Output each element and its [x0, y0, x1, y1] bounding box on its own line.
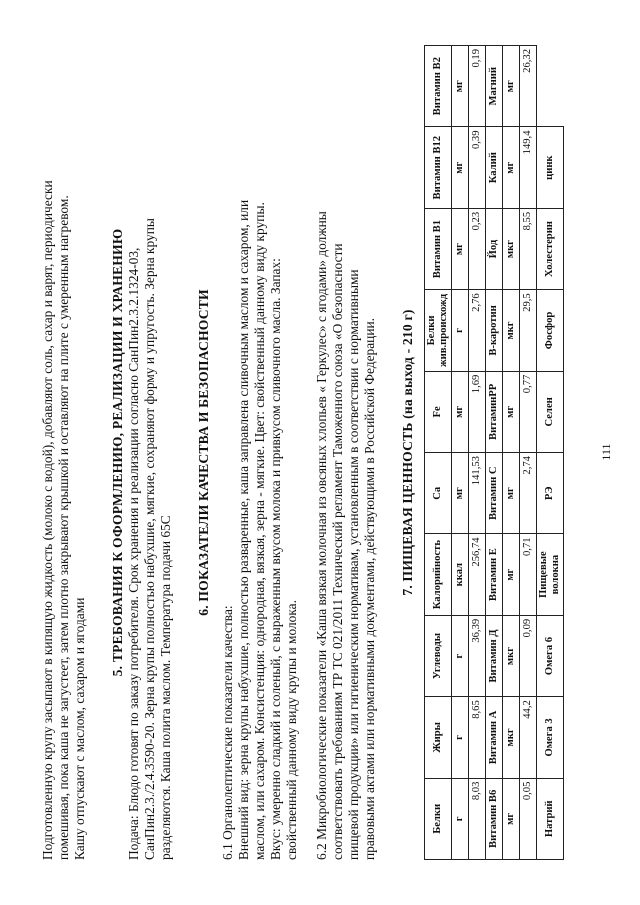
nutrition-cell: 141,53 — [469, 453, 486, 534]
intro-line-1: Подготовленную крупу засыпают в кипящую жидкость (молоко с водой), добавляют соль, сахар и варят, периодически — [40, 180, 55, 860]
nutrition-cell: 29,5 — [520, 290, 537, 371]
nutrition-cell: г — [452, 697, 469, 778]
nutrition-cell: Витамин А — [486, 697, 503, 778]
nutrition-cell: мг — [452, 208, 469, 289]
nutrition-cell: 8,55 — [520, 208, 537, 289]
section-6-1-line-5: свойственный данному виду крупы и молока. — [284, 600, 299, 860]
nutrition-header-row-2 — [486, 46, 503, 860]
nutrition-cell: мкг — [503, 697, 520, 778]
nutrition-cell: г — [452, 778, 469, 859]
nutrition-cell: мкг — [503, 208, 520, 289]
nutrition-cell: 0,71 — [520, 534, 537, 615]
nutrition-cell: ВитаминPP — [486, 371, 503, 452]
nutrition-cell: мг — [503, 453, 520, 534]
nutrition-cell: мг — [503, 534, 520, 615]
nutrition-cell: Витамин В6 — [486, 778, 503, 859]
nutrition-cell: Белки — [425, 778, 452, 859]
section-6-1-line-1: 6.1 Органолептические показатели качества: — [220, 605, 235, 860]
nutrition-cell: Витамин В2 — [425, 46, 452, 127]
nutrition-cell: Витамин В12 — [425, 127, 452, 208]
nutrition-cell: 0,77 — [520, 371, 537, 452]
nutrition-cell: г — [452, 290, 469, 371]
nutrition-cell: 36,39 — [469, 615, 486, 696]
section-6-2-line-2: соответствовать требованиям ТР ТС 021/2011 Технический регламент Таможенного союза «О безопасности — [330, 243, 345, 860]
nutrition-cell: 0,19 — [469, 46, 486, 127]
nutrition-cell: 1,69 — [469, 371, 486, 452]
nutrition-cell: мкг — [503, 290, 520, 371]
nutrition-table — [424, 45, 564, 860]
nutrition-unit-row-1 — [452, 46, 469, 860]
section-6-2-line-1: 6.2 Микробиологические показатели «Каша вязкая молочная из овсяных хлопьев « Геркулес» с ягодами» должны — [314, 211, 329, 860]
section-7-title: 7. ПИЩЕВАЯ ЦЕННОСТЬ (на выход - 210 г) — [400, 309, 415, 596]
nutrition-cell: ккал — [452, 534, 469, 615]
nutrition-unit-row-2 — [503, 46, 520, 860]
section-6-title: 6. ПОКАЗАТЕЛИ КАЧЕСТВА И БЕЗОПАСНОСТИ — [196, 289, 211, 616]
section-6-2-line-3: пищевой продукции» или гигиеническим нормативам, установленным в соответствии с нормативными — [346, 269, 361, 860]
rotated-document-page — [20, 22, 620, 882]
nutrition-cell: 0,39 — [469, 127, 486, 208]
nutrition-cell: цинк — [537, 127, 564, 208]
nutrition-header-row-3 — [537, 46, 564, 860]
nutrition-cell: мг — [452, 453, 469, 534]
nutrition-cell: 8,65 — [469, 697, 486, 778]
nutrition-cell: 0,09 — [520, 615, 537, 696]
nutrition-cell: Магний — [486, 46, 503, 127]
section-6-2-line-4: правовыми актами или нормативными документами, действующими в Российской Федерации. — [362, 317, 377, 860]
nutrition-cell: мг — [452, 127, 469, 208]
nutrition-cell: 44,2 — [520, 697, 537, 778]
nutrition-cell: Белки жив.происхожд — [425, 290, 452, 371]
nutrition-cell: Омега 3 — [537, 697, 564, 778]
section-6-1-line-2: Внешний вид: зерна крупы набухшие, полностью разваренные, каша заправлена сливочным маслом и сахаром, или — [236, 199, 251, 860]
nutrition-value-row-1 — [469, 46, 486, 860]
nutrition-cell: мг — [503, 371, 520, 452]
nutrition-cell: Селен — [537, 371, 564, 452]
nutrition-cell: Жиры — [425, 697, 452, 778]
intro-line-3: Кашу отпускают с маслом, сахаром и ягодами — [72, 597, 87, 860]
nutrition-cell: 0,23 — [469, 208, 486, 289]
nutrition-cell: Витамин В1 — [425, 208, 452, 289]
nutrition-header-row-1 — [425, 46, 452, 860]
nutrition-cell: Калорийность — [425, 534, 452, 615]
nutrition-cell: РЭ — [537, 453, 564, 534]
page-number: 111 — [599, 443, 613, 461]
nutrition-cell: Фосфор — [537, 290, 564, 371]
intro-line-2: помешивая, пока каша не загустеет, затем плотно закрывают крышкой и оставляют на плите с умеренным нагревом. — [56, 195, 71, 860]
nutrition-cell: В-каротин — [486, 290, 503, 371]
nutrition-cell: Омега 6 — [537, 615, 564, 696]
nutrition-cell: Витамин С — [486, 453, 503, 534]
nutrition-cell: мг — [503, 46, 520, 127]
nutrition-cell: Натрий — [537, 778, 564, 859]
nutrition-cell: мг — [452, 371, 469, 452]
nutrition-cell: мг — [452, 46, 469, 127]
nutrition-cell: 256,74 — [469, 534, 486, 615]
nutrition-cell: Пищевые волокна — [537, 534, 564, 615]
nutrition-cell: 26,32 — [520, 46, 537, 127]
nutrition-cell: 2,74 — [520, 453, 537, 534]
nutrition-cell: 8,03 — [469, 778, 486, 859]
nutrition-cell: Fe — [425, 371, 452, 452]
document-body — [40, 45, 564, 860]
nutrition-cell: Ca — [425, 453, 452, 534]
nutrition-cell: Витамин Е — [486, 534, 503, 615]
nutrition-cell: Йод — [486, 208, 503, 289]
section-5-line-1: Подача: Блюдо готовят по заказу потребителя. Срок хранения и реализации согласно СанПин2.3.2.1324-03, — [126, 247, 141, 860]
section-5-line-3: разделяются. Каша полита маслом. Температура подачи 65С — [158, 515, 173, 860]
nutrition-cell: Холестерин — [537, 208, 564, 289]
nutrition-cell: Калий — [486, 127, 503, 208]
section-6-1-line-3: маслом, или сахаром. Консистенция: однородная, вязкая, зерна - мягкие. Цвет: свойственный данному виду крупы. — [252, 202, 267, 860]
nutrition-cell: 0,05 — [520, 778, 537, 859]
nutrition-value-row-2 — [520, 46, 537, 860]
section-5-title: 5. ТРЕБОВАНИЯ К ОФОРМЛЕНИЮ, РЕАЛИЗАЦИИ И ХРАНЕНИЮ — [110, 228, 125, 677]
nutrition-cell: Углеводы — [425, 615, 452, 696]
nutrition-cell: мг — [503, 127, 520, 208]
nutrition-cell: мг — [503, 778, 520, 859]
section-5-line-2: СанПин2.3./2.4.3590-20. Зерна крупы полностью набухшие, мягкие, сохраняют форму и упругость. Зерна крупы — [142, 218, 157, 860]
nutrition-cell: г — [452, 615, 469, 696]
nutrition-cell: мкг — [503, 615, 520, 696]
section-6-1-line-4: Вкус: умеренно сладкий и соленый, с выраженным вкусом молока и привкусом сливочного масла. Запах: — [268, 258, 283, 860]
nutrition-cell: Витамин Д — [486, 615, 503, 696]
nutrition-cell: 149,4 — [520, 127, 537, 208]
nutrition-cell: 2,76 — [469, 290, 486, 371]
